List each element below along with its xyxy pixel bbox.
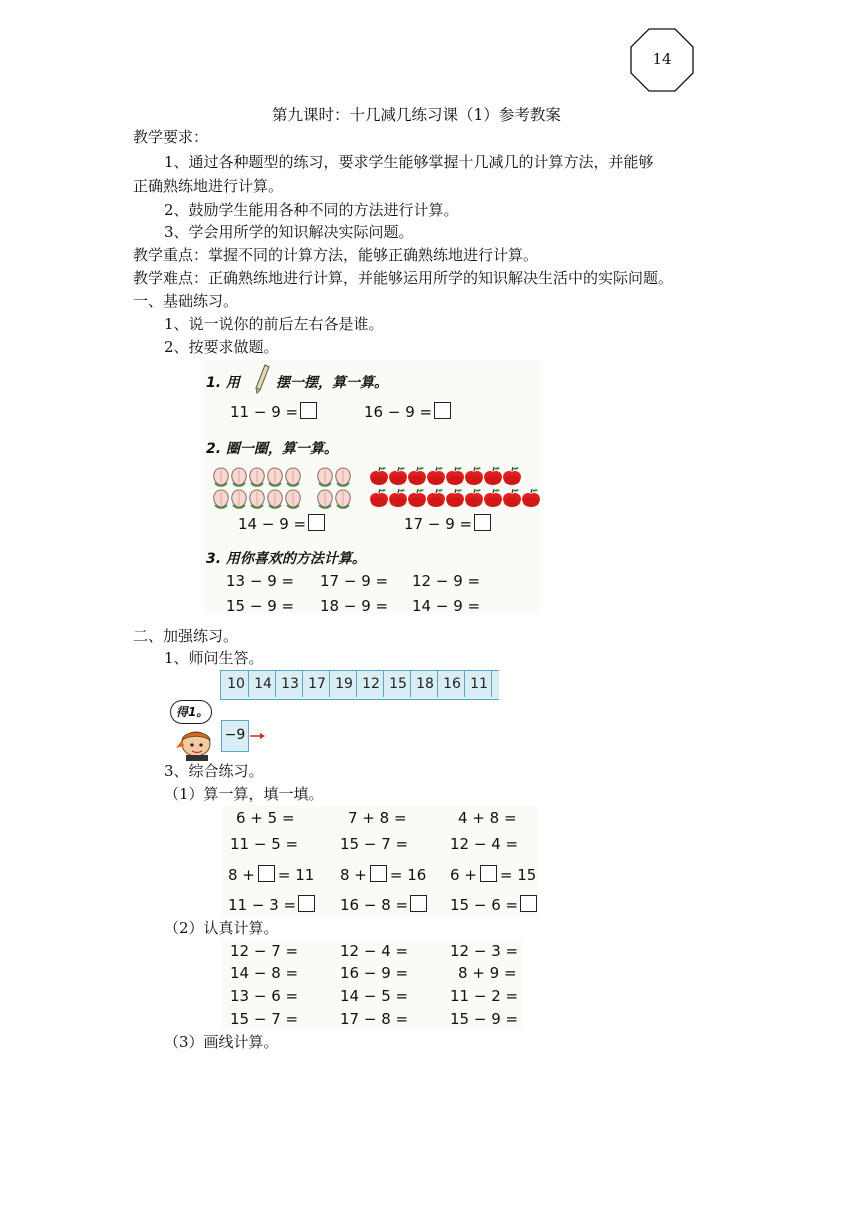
- pencil-icon: [254, 364, 270, 394]
- calc2-r1-c1: 12 − 7 =: [230, 942, 299, 960]
- question-1-label: 1. 用: [206, 375, 240, 391]
- fill-sub-1: 11 − 3 =: [228, 895, 315, 914]
- calc1-r2-c1: 11 − 5 =: [230, 835, 299, 853]
- answer-box[interactable]: [410, 895, 427, 912]
- strip-number: 11: [467, 671, 492, 697]
- answer-box[interactable]: [300, 402, 317, 419]
- operator-card: [221, 720, 249, 752]
- strip-number: 15: [386, 671, 411, 697]
- page-number: 14: [652, 50, 672, 68]
- calc2-r2-c3: 8 + 9 =: [458, 964, 517, 982]
- calc2-r1-c2: 12 − 4 =: [340, 942, 409, 960]
- fill-add-3: 6 + = 15: [450, 866, 537, 884]
- page-title: 第九课时：十几减几练习课（1）参考教案: [272, 106, 561, 124]
- question-1-a: 11 − 9 =: [230, 402, 317, 421]
- strip-number: 12: [359, 671, 384, 697]
- fill-sub-3: 15 − 6 =: [450, 895, 537, 914]
- apple-group: [370, 466, 540, 510]
- difficulty: 教学难点：正确熟练地进行计算，并能够运用所学的知识解决生活中的实际问题。: [133, 269, 674, 287]
- arrow-right-icon: [250, 732, 266, 740]
- operator-text: −9: [224, 727, 246, 743]
- calc2-r2-c2: 16 − 9 =: [340, 964, 409, 982]
- calc-set-2: [222, 940, 522, 1030]
- section1-item2: 2、按要求做题。: [164, 338, 279, 356]
- q3-r2-c2: 18 − 9 =: [320, 597, 389, 615]
- requirements-heading: 教学要求：: [133, 128, 209, 146]
- calc1-r1-c2: 7 + 8 =: [348, 809, 407, 827]
- q3-r1-c1: 13 − 9 =: [226, 572, 295, 590]
- sub-exercise-1: （1）算一算，填一填。: [164, 785, 324, 803]
- requirement-1-line1: 1、通过各种题型的练习，要求学生能够掌握十几减几的计算方法，并能够: [164, 153, 654, 171]
- strip-number: 16: [440, 671, 465, 697]
- answer-box[interactable]: [480, 865, 497, 882]
- strip-number: 17: [305, 671, 330, 697]
- requirement-2: 2、鼓励学生能用各种不同的方法进行计算。: [164, 201, 459, 219]
- calc2-r3-c1: 13 − 6 =: [230, 987, 299, 1005]
- speech-bubble-text: 得1。: [176, 705, 209, 719]
- strip-number: 10: [224, 671, 249, 697]
- q3-r2-c1: 15 − 9 =: [226, 597, 295, 615]
- strip-number: 19: [332, 671, 357, 697]
- strip-number: 18: [413, 671, 438, 697]
- question-3-text: 3. 用你喜欢的方法计算。: [206, 551, 366, 567]
- calc2-r2-c1: 14 − 8 =: [230, 964, 299, 982]
- sub-exercise-3: （3）画线计算。: [164, 1033, 279, 1051]
- answer-box[interactable]: [308, 514, 325, 531]
- question-1-b: 16 − 9 =: [364, 402, 451, 421]
- strip-number: 13: [278, 671, 303, 697]
- answer-box[interactable]: [520, 895, 537, 912]
- fill-add-2: 8 + = 16: [340, 866, 427, 884]
- calc2-r4-c2: 17 − 8 =: [340, 1010, 409, 1028]
- section2-item3: 3、综合练习。: [164, 762, 264, 780]
- q3-r2-c3: 14 − 9 =: [412, 597, 481, 615]
- section1-heading: 一、基础练习。: [133, 292, 239, 310]
- speech-bubble: [170, 700, 212, 724]
- calc1-r2-c3: 12 − 4 =: [450, 835, 519, 853]
- calc2-r4-c3: 15 − 9 =: [450, 1010, 519, 1028]
- answer-box[interactable]: [474, 514, 491, 531]
- textbook-excerpt-1: [204, 360, 540, 613]
- number-strip-exercise: [168, 670, 498, 758]
- question-2-b: 17 − 9 =: [404, 514, 491, 533]
- calc2-r3-c3: 11 − 2 =: [450, 987, 519, 1005]
- calc1-r2-c2: 15 − 7 =: [340, 835, 409, 853]
- answer-box[interactable]: [258, 865, 275, 882]
- answer-box[interactable]: [370, 865, 387, 882]
- q3-r1-c3: 12 − 9 =: [412, 572, 481, 590]
- fill-sub-2: 16 − 8 =: [340, 895, 427, 914]
- calc2-r4-c1: 15 − 7 =: [230, 1010, 299, 1028]
- question-1-text: 摆一摆，算一算。: [276, 375, 388, 391]
- sub-exercise-2: （2）认真计算。: [164, 919, 279, 937]
- page-number-badge: [630, 28, 694, 92]
- requirement-1-line2: 正确熟练地进行计算。: [133, 177, 284, 195]
- child-character-icon: [172, 722, 222, 762]
- section2-item1: 1、师问生答。: [164, 649, 264, 667]
- question-2-a: 14 − 9 =: [238, 514, 325, 533]
- answer-box[interactable]: [434, 402, 451, 419]
- calc2-r1-c3: 12 − 3 =: [450, 942, 519, 960]
- section1-item1: 1、说一说你的前后左右各是谁。: [164, 315, 384, 333]
- number-strip: [220, 670, 499, 700]
- strip-number: 14: [251, 671, 276, 697]
- calc-set-1: [222, 806, 538, 918]
- calc1-r1-c3: 4 + 8 =: [458, 809, 517, 827]
- fill-add-1: 8 + = 11: [228, 866, 315, 884]
- calc2-r3-c2: 14 − 5 =: [340, 987, 409, 1005]
- requirement-3: 3、学会用所学的知识解决实际问题。: [164, 223, 414, 241]
- question-2-text: 2. 圈一圈，算一算。: [206, 441, 338, 457]
- answer-box[interactable]: [298, 895, 315, 912]
- q3-r1-c2: 17 − 9 =: [320, 572, 389, 590]
- key-point: 教学重点：掌握不同的计算方法，能够正确熟练地进行计算。: [133, 246, 539, 264]
- section2-heading: 二、加强练习。: [133, 627, 239, 645]
- calc1-r1-c1: 6 + 5 =: [236, 809, 295, 827]
- peach-group: [212, 466, 362, 510]
